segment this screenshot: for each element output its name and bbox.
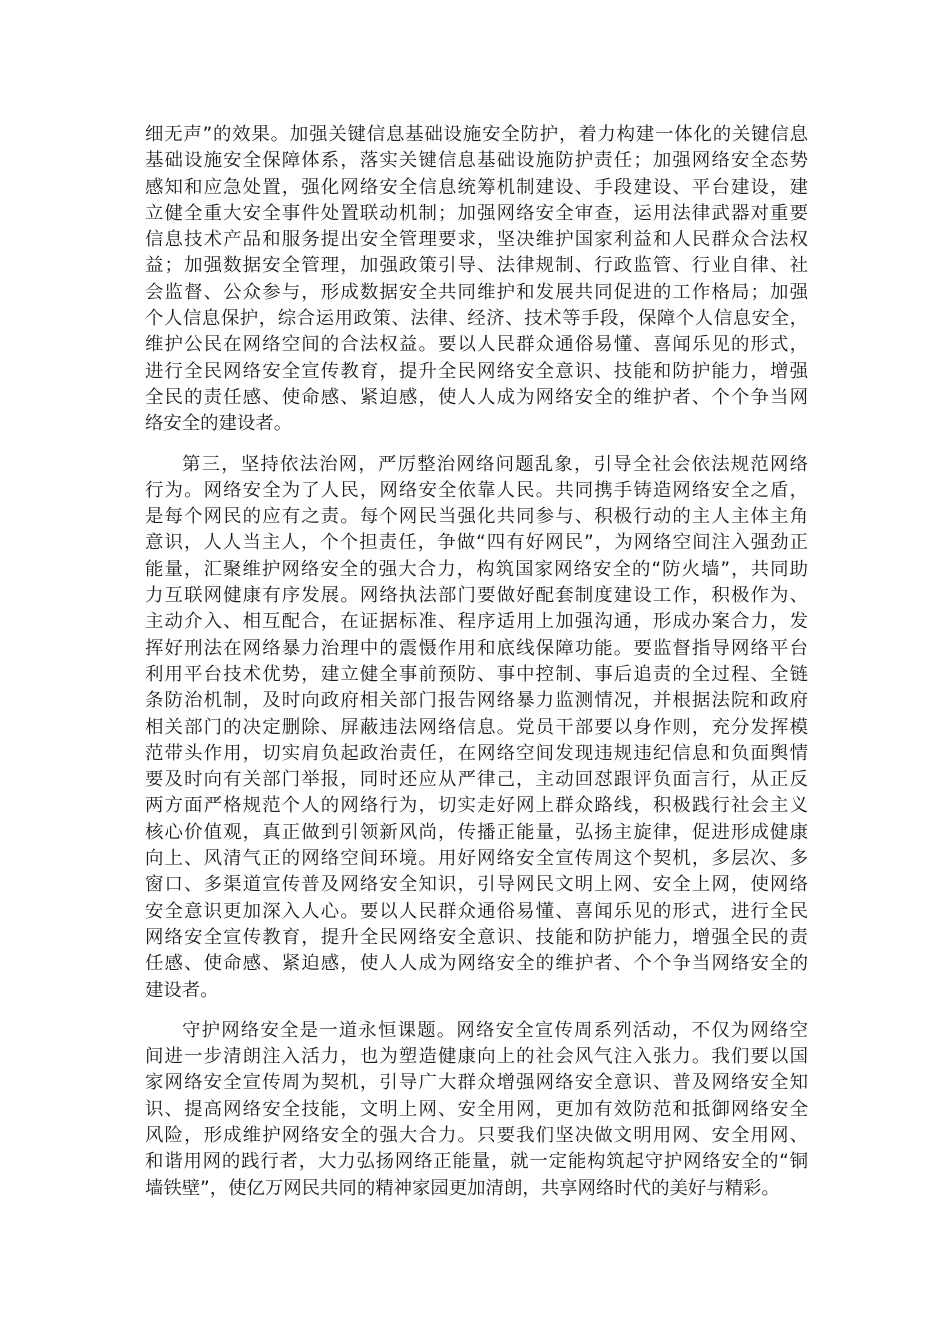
text-line: 立健全重大安全事件处置联动机制；加强网络安全审查，运用法律武器对重要: [145, 202, 808, 224]
text-line: 益；加强数据安全管理，加强政策引导、法律规制、行政监管、行业自律、社: [145, 255, 808, 277]
document-page: [145, 122, 808, 1216]
paragraph-3: [145, 1018, 808, 1202]
text-line: 相关部门的决定删除、屏蔽违法网络信息。党员干部要以身作则，充分发挥模: [145, 716, 808, 738]
text-line: 任感、使命感、紧迫感，使人人成为网络安全的维护者、个个争当网络安全的: [145, 953, 808, 975]
paragraph-2: [145, 452, 808, 1004]
text-line: 行为。网络安全为了人民，网络安全依靠人民。共同携手铸造网络安全之盾，: [145, 479, 808, 501]
text-line: 维护公民在网络空间的合法权益。要以人民群众通俗易懂、喜闻乐见的形式，: [145, 334, 808, 356]
text-line: 会监督、公众参与，形成数据安全共同维护和发展共同促进的工作格局；加强: [145, 281, 808, 303]
text-line: 挥好刑法在网络暴力治理中的震慑作用和底线保障功能。要监督指导网络平台: [145, 637, 808, 659]
text-line: 基础设施安全保障体系，落实关键信息基础设施防护责任；加强网络安全态势: [145, 150, 808, 172]
text-line: 网络安全宣传教育，提升全民网络安全意识、技能和防护能力，增强全民的责: [145, 926, 808, 948]
text-line: 条防治机制，及时向政府相关部门报告网络暴力监测情况，并根据法院和政府: [145, 690, 808, 712]
text-line: 和谐用网的践行者，大力弘扬网络正能量，就一定能构筑起守护网络安全的“铜: [145, 1151, 808, 1173]
text-line: 信息技术产品和服务提出安全管理要求，坚决维护国家利益和人民群众合法权: [145, 229, 808, 251]
text-line: 识、提高网络安全技能，文明上网、安全用网，更加有效防范和抵御网络安全: [145, 1098, 808, 1120]
text-line: 能量，汇聚维护网络安全的强大合力，构筑国家网络安全的“防火墙”，共同助: [145, 558, 808, 580]
text-line: 安全意识更加深入人心。要以人民群众通俗易懂、喜闻乐见的形式，进行全民: [145, 900, 808, 922]
paragraph-1: [145, 122, 808, 438]
text-line: 络安全的建设者。: [145, 413, 293, 435]
text-line: 间进一步清朗注入活力，也为塑造健康向上的社会风气注入张力。我们要以国: [145, 1046, 808, 1068]
text-line: 向上、风清气正的网络空间环境。用好网络安全宣传周这个契机，多层次、多: [145, 848, 808, 870]
text-line: 主动介入、相互配合，在证据标准、程序适用上加强沟通，形成办案合力，发: [145, 611, 808, 633]
text-line: 第三，坚持依法治网，严厉整治网络问题乱象，引导全社会依法规范网络: [182, 453, 808, 475]
text-line: 墙铁壁”，使亿万网民共同的精神家园更加清朗，共享网络时代的美好与精彩。: [145, 1177, 780, 1199]
text-line: 是每个网民的应有之责。每个网民当强化共同参与、积极行动的主人主体主角: [145, 506, 808, 528]
text-line: 风险，形成维护网络安全的强大合力。只要我们坚决做文明用网、安全用网、: [145, 1124, 808, 1146]
text-line: 利用平台技术优势，建立健全事前预防、事中控制、事后追责的全过程、全链: [145, 663, 808, 685]
text-line: 细无声”的效果。加强关键信息基础设施安全防护，着力构建一体化的关键信息: [145, 124, 808, 145]
text-line: 全民的责任感、使命感、紧迫感，使人人成为网络安全的维护者、个个争当网: [145, 386, 808, 408]
text-line: 进行全民网络安全宣传教育，提升全民网络安全意识、技能和防护能力，增强: [145, 360, 808, 382]
text-line: 守护网络安全是一道永恒课题。网络安全宣传周系列活动，不仅为网络空: [182, 1019, 808, 1041]
text-line: 要及时向有关部门举报，同时还应从严律己，主动回怼跟评负面言行，从正反: [145, 769, 808, 791]
text-line: 个人信息保护，综合运用政策、法律、经济、技术等手段，保障个人信息安全，: [145, 308, 808, 330]
text-line: 范带头作用，切实肩负起政治责任，在网络空间发现违规违纪信息和负面舆情: [145, 742, 808, 764]
text-line: 力互联网健康有序发展。网络执法部门要做好配套制度建设工作，积极作为、: [145, 585, 808, 607]
text-line: 家网络安全宣传周为契机，引导广大群众增强网络安全意识、普及网络安全知: [145, 1072, 808, 1094]
text-line: 意识，人人当主人，个个担责任，争做“四有好网民”，为网络空间注入强劲正: [145, 532, 808, 554]
text-line: 两方面严格规范个人的网络行为，切实走好网上群众路线，积极践行社会主义: [145, 795, 808, 817]
text-line: 核心价值观，真正做到引领新风尚，传播正能量，弘扬主旋律，促进形成健康: [145, 821, 808, 843]
text-line: 建设者。: [145, 979, 219, 1001]
text-line: 感知和应急处置，强化网络安全信息统筹机制建设、手段建设、平台建设，建: [145, 176, 808, 198]
text-line: 窗口、多渠道宣传普及网络安全知识，引导网民文明上网、安全上网，使网络: [145, 874, 808, 896]
